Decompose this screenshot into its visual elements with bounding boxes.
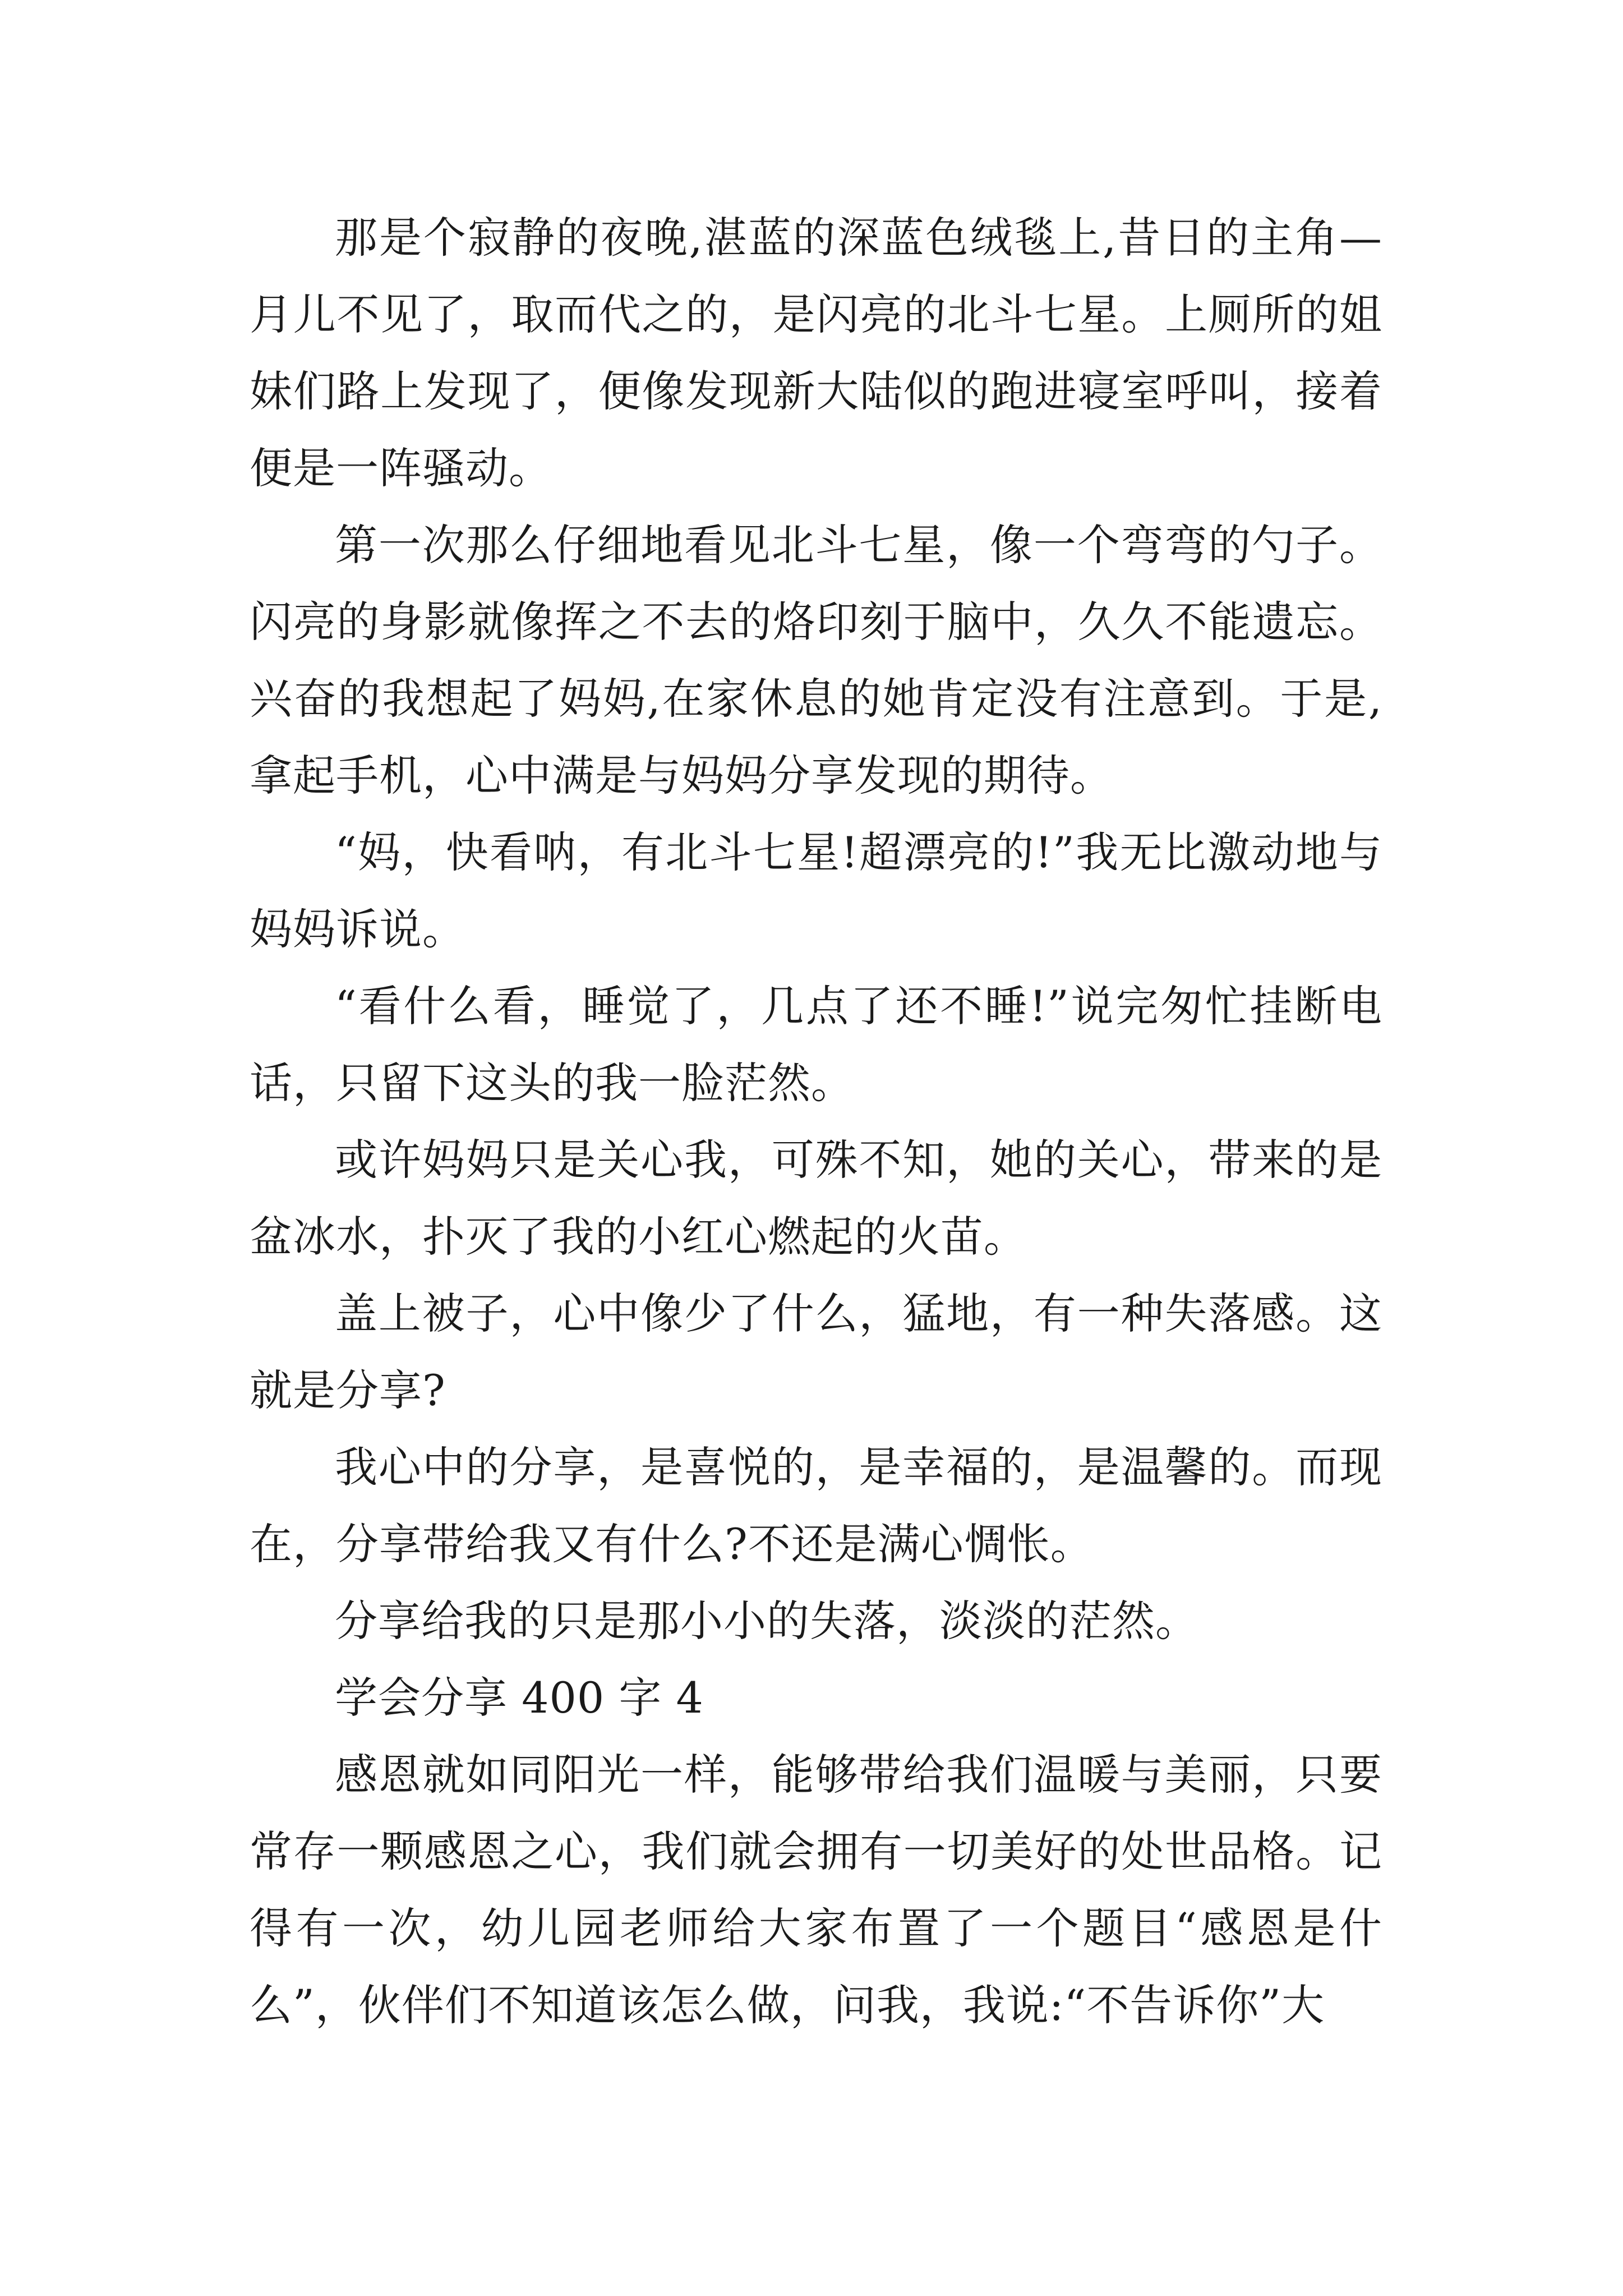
document-body bbox=[250, 199, 1382, 2044]
paragraph-7: 我心中的分享，是喜悦的，是幸福的，是温馨的。而现在，分享带给我又有什么?不还是满心惆怅。 bbox=[250, 1442, 1382, 1569]
paragraph-4: “看什么看，睡觉了，几点了还不睡!”说完匆忙挂断电话，只留下这头的我一脸茫然。 bbox=[250, 981, 1382, 1108]
paragraph-6: 盖上被子，心中像少了什么，猛地，有一种失落感。这就是分享? bbox=[250, 1289, 1382, 1415]
paragraph-9: 感恩就如同阳光一样，能够带给我们温暖与美丽，只要常存一颗感恩之心，我们就会拥有一切美好的处世品格。记得有一次，幼儿园老师给大家布置了一个题目“感恩是什么”，伙伴们不知道该怎么做，问我，我说:“不告诉你”大 bbox=[250, 1750, 1382, 2030]
paragraph-5: 或许妈妈只是关心我，可殊不知，她的关心，带来的是盆冰水，扑灭了我的小红心燃起的火苗。 bbox=[250, 1135, 1382, 1262]
paragraph-2: 第一次那么仔细地看见北斗七星，像一个弯弯的勺子。闪亮的身影就像挥之不去的烙印刻于脑中，久久不能遗忘。兴奋的我想起了妈妈,在家休息的她肯定没有注意到。于是,拿起手机，心中满是与妈妈分享发现的期待。 bbox=[250, 520, 1382, 800]
section-heading: 学会分享 400 字 4 bbox=[335, 1673, 704, 1723]
paragraph-8: 分享给我的只是那小小的失落，淡淡的茫然。 bbox=[335, 1596, 1198, 1646]
paragraph-1: 那是个寂静的夜晚,湛蓝的深蓝色绒毯上,昔日的主角—月儿不见了，取而代之的，是闪亮的北斗七星。上厕所的姐妹们路上发现了，便像发现新大陆似的跑进寝室呼叫，接着便是一阵骚动。 bbox=[250, 213, 1382, 493]
paragraph-3: “妈，快看呐，有北斗七星!超漂亮的!”我无比激动地与妈妈诉说。 bbox=[250, 827, 1382, 954]
